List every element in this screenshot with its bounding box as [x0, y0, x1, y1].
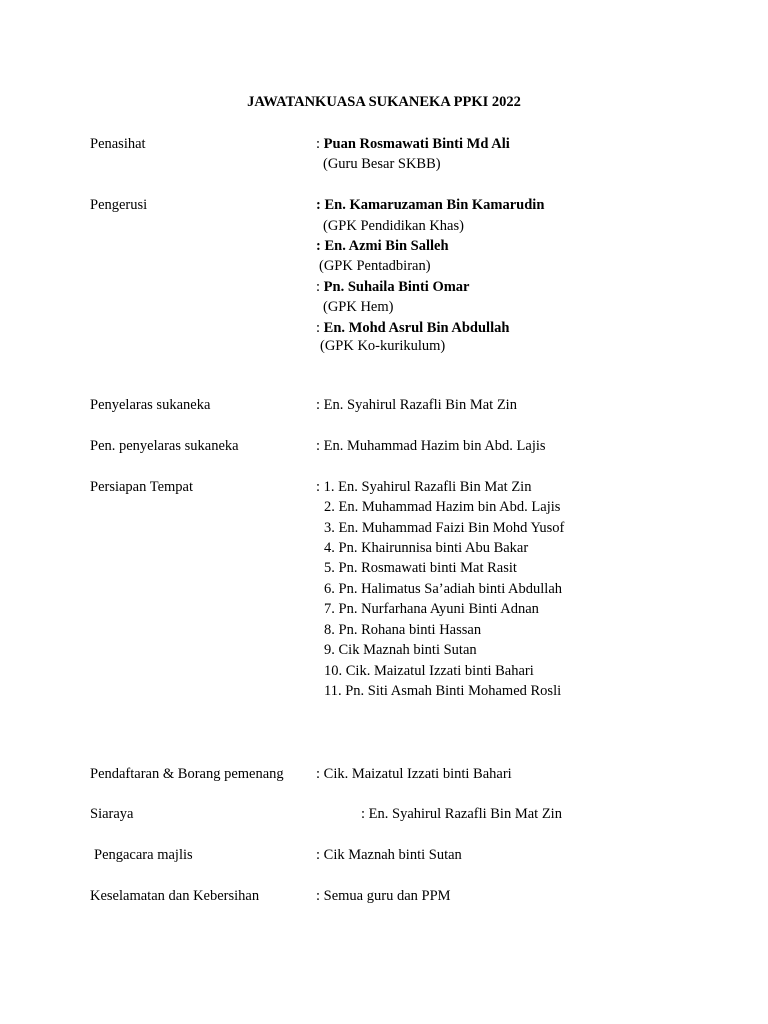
pengacara-value: : Cik Maznah binti Sutan [316, 847, 462, 863]
persiapan-item-10: 10. Cik. Maizatul Izzati binti Bahari [324, 663, 534, 679]
colon: : [316, 279, 321, 295]
persiapan-item-9: 9. Cik Maznah binti Sutan [324, 642, 477, 658]
penasihat-role: (Guru Besar SKBB) [323, 156, 441, 172]
persiapan-item-8: 8. Pn. Rohana binti Hassan [324, 622, 482, 638]
penasihat-name [316, 135, 510, 153]
pengerusi-member-3-text: Pn. Suhaila Binti Omar [323, 279, 470, 295]
pengerusi-member-3 [316, 278, 470, 296]
persiapan-item-2: 2. En. Muhammad Hazim bin Abd. Lajis [324, 499, 561, 515]
pengerusi-role-3: (GPK Hem) [323, 299, 394, 315]
label-pen-penyelaras: Pen. penyelaras sukaneka [90, 438, 239, 454]
siaraya-value: : En. Syahirul Razafli Bin Mat Zin [361, 806, 562, 822]
label-keselamatan: Keselamatan dan Kebersihan [90, 888, 260, 904]
keselamatan-value: : Semua guru dan PPM [316, 888, 451, 904]
penasihat-name-text: Puan Rosmawati Binti Md Ali [323, 136, 510, 152]
persiapan-item-1: : 1. En. Syahirul Razafli Bin Mat Zin [316, 479, 532, 495]
pengerusi-member-4 [316, 319, 509, 337]
label-pengacara-majlis: Pengacara majlis [94, 847, 193, 863]
label-penyelaras: Penyelaras sukaneka [90, 397, 211, 413]
label-pendaftaran: Pendaftaran & Borang pemenang [90, 766, 284, 782]
persiapan-item-11: 11. Pn. Siti Asmah Binti Mohamed Rosli [324, 683, 562, 699]
pen-penyelaras-value: : En. Muhammad Hazim bin Abd. Lajis [316, 438, 546, 454]
colon: : [316, 136, 321, 152]
persiapan-item-7: 7. Pn. Nurfarhana Ayuni Binti Adnan [324, 601, 539, 617]
pengerusi-member-4-text: En. Mohd Asrul Bin Abdullah [323, 320, 510, 336]
pengerusi-role-1: (GPK Pendidikan Khas) [323, 218, 464, 234]
pengerusi-member-1: : En. Kamaruzaman Bin Kamarudin [316, 197, 545, 213]
colon: : [316, 320, 321, 336]
penyelaras-value: : En. Syahirul Razafli Bin Mat Zin [316, 397, 517, 413]
pendaftaran-value: : Cik. Maizatul Izzati binti Bahari [316, 766, 512, 782]
label-siaraya: Siaraya [90, 806, 134, 822]
pengerusi-role-4: (GPK Ko-kurikulum) [320, 338, 446, 354]
pengerusi-member-2: : En. Azmi Bin Salleh [316, 238, 449, 254]
persiapan-item-4: 4. Pn. Khairunnisa binti Abu Bakar [324, 540, 529, 556]
persiapan-item-6: 6. Pn. Halimatus Sa’adiah binti Abdullah [324, 581, 563, 597]
label-penasihat: Penasihat [90, 136, 146, 152]
label-persiapan-tempat: Persiapan Tempat [90, 479, 194, 495]
label-pengerusi: Pengerusi [90, 197, 148, 213]
pengerusi-role-2: (GPK Pentadbiran) [319, 258, 431, 274]
persiapan-item-5: 5. Pn. Rosmawati binti Mat Rasit [324, 560, 517, 576]
persiapan-item-3: 3. En. Muhammad Faizi Bin Mohd Yusof [324, 520, 565, 536]
document-title: JAWATANKUASA SUKANEKA PPKI 2022 [247, 94, 521, 110]
